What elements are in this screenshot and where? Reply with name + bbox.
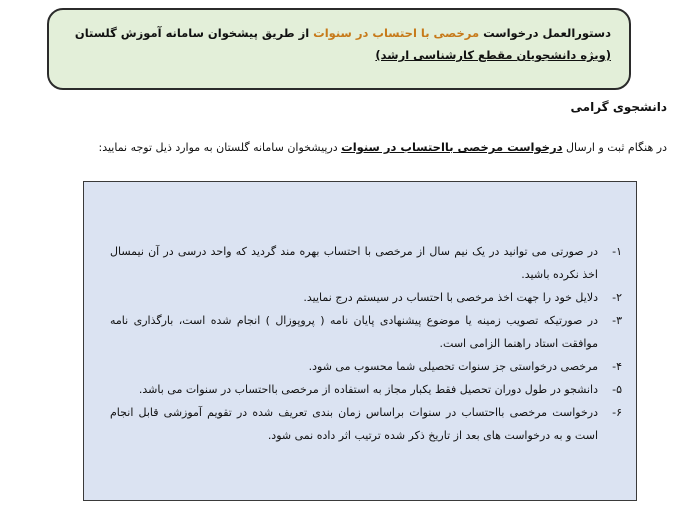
rule-text: در صورتیکه تصویب زمینه یا موضوع پیشنهادی پایان نامه ( پروپوزال ) انجام شده است، بارگذاری نامه موافقت استاد راهنما الزامی است. bbox=[110, 314, 598, 350]
rule-item bbox=[110, 378, 622, 401]
rules-box bbox=[83, 181, 637, 501]
title-audience: (ویژه دانشجویان مقطع کارشناسی ارشد) bbox=[375, 48, 611, 62]
rule-item bbox=[110, 240, 622, 286]
rule-item bbox=[110, 401, 622, 447]
intro-paragraph bbox=[20, 138, 667, 157]
rule-item bbox=[110, 309, 622, 355]
title-box bbox=[47, 8, 631, 90]
rule-number: ۲- bbox=[612, 291, 622, 304]
rule-text: دلایل خود را جهت اخذ مرخصی با احتساب در سیستم درج نمایید. bbox=[303, 291, 598, 304]
rule-item bbox=[110, 355, 622, 378]
intro-before: در هنگام ثبت و ارسال bbox=[562, 141, 667, 154]
rule-number: ۳- bbox=[612, 314, 622, 327]
title-highlight: مرخصی با احتساب در سنوات bbox=[313, 26, 480, 40]
rules-list bbox=[110, 240, 622, 447]
intro-after: درپیشخوان سامانه گلستان به موارد ذیل توجه نمایید: bbox=[98, 141, 342, 154]
greeting-heading: دانشجوی گرامی bbox=[570, 100, 667, 114]
rule-item bbox=[110, 286, 622, 309]
rule-number: ۴- bbox=[612, 360, 622, 373]
rule-text: دانشجو در طول دوران تحصیل فقط یکبار مجاز به استفاده از مرخصی بااحتساب در سنوات می باشد. bbox=[138, 383, 598, 396]
intro-emphasis: درخواست مرخصی بااحتساب در سنوات bbox=[341, 140, 563, 154]
title-middle: از طریق پیشخوان سامانه آموزش گلستان bbox=[74, 26, 314, 40]
rule-number: ۱- bbox=[612, 245, 622, 258]
rule-number: ۶- bbox=[612, 406, 622, 419]
rule-text: درخواست مرخصی بااحتساب در سنوات براساس زمان بندی تعریف شده در تقویم آموزشی قابل انجام است و به درخواست های بعد از تاریخ ذکر شده ترتیب اثر داده نمی شود. bbox=[110, 406, 598, 442]
rule-text: در صورتی می توانید در یک نیم سال از مرخصی با احتساب بهره مند گردید که واحد درسی در آن نیمسال اخذ نکرده باشید. bbox=[110, 245, 598, 281]
rule-number: ۵- bbox=[612, 383, 622, 396]
rule-text: مرخصی درخواستی جز سنوات تحصیلی شما محسوب می شود. bbox=[308, 360, 598, 373]
title-prefix: دستورالعمل درخواست bbox=[479, 26, 611, 40]
